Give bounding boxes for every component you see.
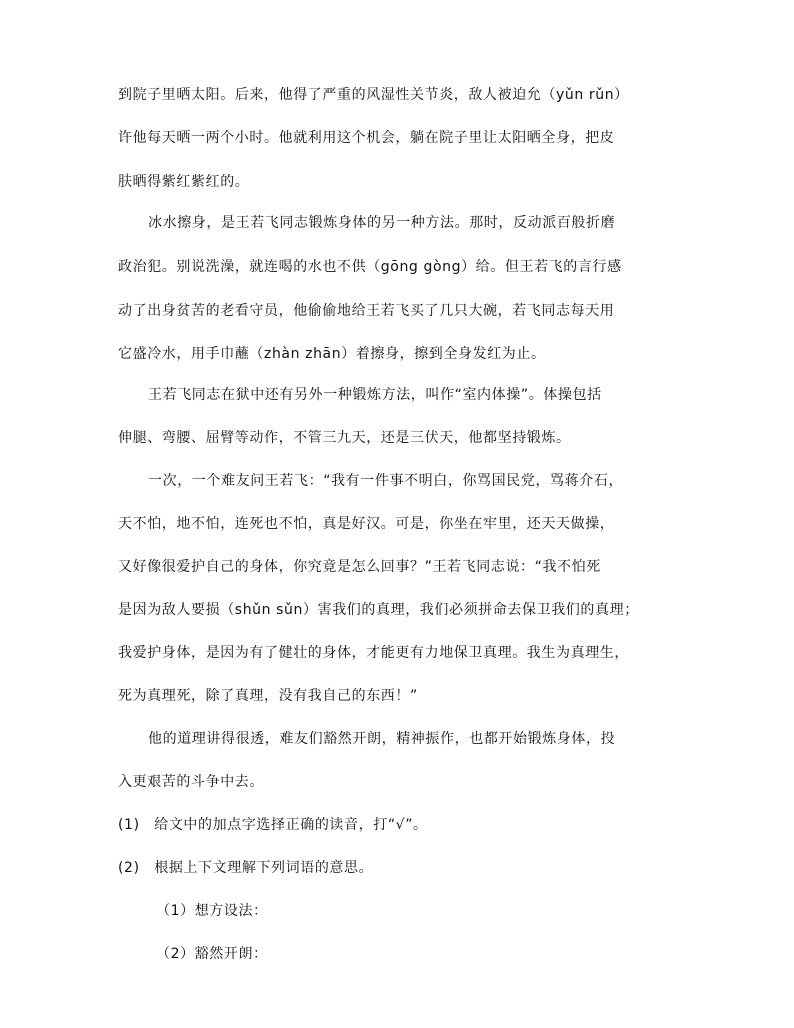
sub-question-1: （1）想方设法： (156, 903, 268, 919)
passage-line: 又好像很爱护自己的身体，你究竟是怎么回事？”王若飞同志说：“我不怕死 (118, 559, 601, 575)
passage-line: 一次，一个难友问王若飞：“我有一件事不明白，你骂国民党，骂蒋介石， (148, 473, 624, 489)
passage-line: 动了出身贫苦的老看守员，他偷偷地给王若飞买了几只大碗，若飞同志每天用 (118, 303, 615, 319)
passage-line: 我爱护身体，是因为有了健壮的身体，才能更有力地保卫真理。我生为真理生， (118, 645, 629, 661)
passage-line: 政治犯。别说洗澡，就连喝的水也不供（gōng gòng）给。但王若飞的言行感 (118, 259, 622, 275)
passage-line: 是因为敌人要损（shǔn sǔn）害我们的真理，我们必须拼命去保卫我们的真理； (118, 602, 639, 618)
question-2: (2) 根据上下文理解下列词语的意思。 (118, 860, 374, 876)
passage-line: 死为真理死，除了真理，没有我自己的东西！” (118, 688, 418, 704)
question-1: (1) 给文中的加点字选择正确的读音，打“√”。 (118, 817, 428, 833)
passage-line: 它盛冷水，用手巾蘸（zhàn zhān）着擦身，擦到全身发红为止。 (118, 346, 546, 362)
passage-line: 天不怕，地不怕，连死也不怕，真是好汉。可是，你坐在牢里，还天天做操， (118, 516, 615, 532)
passage-line: 到院子里晒太阳。后来，他得了严重的风湿性关节炎，敌人被迫允（yǔn rǔn） (118, 87, 629, 103)
passage-line: 伸腿、弯腰、屈臂等动作，不管三九天，还是三伏天，他都坚持锻炼。 (118, 430, 571, 446)
passage-line: 他的道理讲得很透，难友们豁然开朗，精神振作，也都开始锻炼身体，投 (148, 731, 616, 747)
passage-line: 冰水擦身，是王若飞同志锻炼身体的另一种方法。那时，反动派百般折磨 (148, 215, 616, 231)
passage-line: 王若飞同志在狱中还有另外一种锻炼方法，叫作“室内体操”。体操包括 (148, 387, 602, 403)
passage-line: 许他每天晒一两个小时。他就利用这个机会，躺在院子里让太阳晒全身，把皮 (118, 130, 615, 146)
passage-line: 肤晒得紫红紫红的。 (118, 174, 250, 190)
passage-line: 入更艰苦的斗争中去。 (118, 774, 264, 790)
sub-question-2: （2）豁然开朗： (156, 946, 268, 962)
